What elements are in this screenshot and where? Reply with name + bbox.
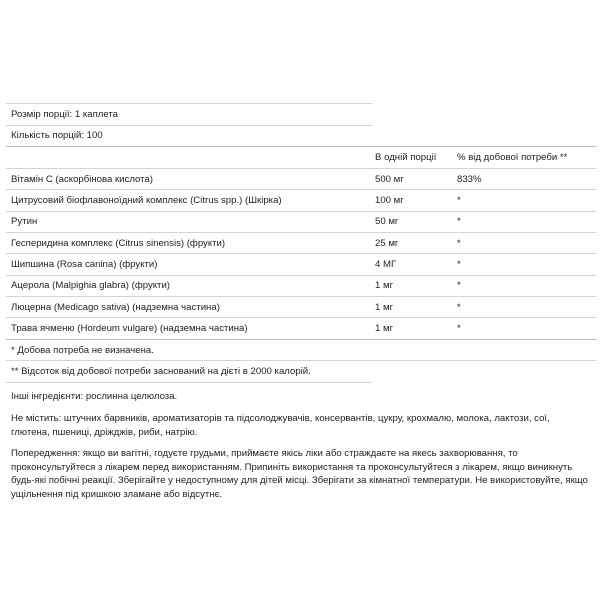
row-name: Ацерола (Malpighia glabra) (фрукти): [11, 280, 170, 291]
row-daily-value: *: [457, 280, 461, 291]
row-name: Трава ячменю (Hordeum vulgare) (надземна частина): [11, 323, 248, 334]
row-divider: [6, 275, 596, 276]
row-name: Рутин: [11, 216, 38, 227]
row-divider: [6, 189, 596, 190]
row-amount: 500 мг: [375, 174, 404, 185]
divider-bottom: [6, 382, 372, 383]
divider-table-bottom: [6, 339, 596, 340]
divider-serving: [6, 125, 372, 126]
row-amount: 1 мг: [375, 323, 394, 334]
free-of-statement: Не містить: штучних барвників, ароматизаторів та підсолоджувачів, консервантів, цукру, крохмалю, молока, лактози, сої, глютена, пшениці, дріжджів, риби, натрію.: [11, 413, 550, 438]
row-daily-value: *: [457, 302, 461, 313]
row-amount: 1 мг: [375, 302, 394, 313]
divider-header-bottom: [6, 168, 596, 169]
row-name: Цитрусовий біофлавоноїдний комплекс (Citrus spp.) (Шкірка): [11, 195, 282, 206]
servings-count: Кількість порцій: 100: [11, 130, 103, 141]
row-daily-value: *: [457, 323, 461, 334]
row-amount: 100 мг: [375, 195, 404, 206]
warning-statement: Попередження: якщо ви вагітні, годуєте грудьми, приймаєте якісь ліки або страждаєте на якесь захворювання, то проконсультуйтеся з лікарем перед використанням. Припиніть використання та проконсультуйтеся з лікарем, якщо виникнуть будь-які побічні реакції. Зберігайте у недоступному для дітей місці. Зберігати за кімнатної температури. Не використовуйте, якщо ущільнення під кришкою зламане або відсутнє.: [11, 448, 588, 500]
divider-footnote: [6, 360, 596, 361]
row-amount: 1 мг: [375, 280, 394, 291]
row-amount: 4 МГ: [375, 259, 397, 270]
row-name: Гесперидина комплекс (Citrus sinensis) (фрукти): [11, 238, 226, 249]
row-amount: 50 мг: [375, 216, 399, 227]
footnote-dv-not-established: * Добова потреба не визначена.: [11, 345, 154, 356]
row-divider: [6, 211, 596, 212]
footnote-dv-basis: ** Відсоток від добової потреби заснований на дієті в 2000 калорій.: [11, 366, 311, 377]
header-amount: В одній порції: [375, 152, 437, 163]
row-daily-value: *: [457, 259, 461, 270]
divider-header-top: [6, 146, 596, 147]
row-name: Шипшина (Rosa canina) (фрукти): [11, 259, 158, 270]
row-name: Люцерна (Medicago sativa) (надземна частина): [11, 302, 220, 313]
divider-top: [6, 103, 372, 104]
row-divider: [6, 253, 596, 254]
serving-size: Розмір порції: 1 каплета: [11, 109, 118, 120]
row-daily-value: *: [457, 238, 461, 249]
row-divider: [6, 317, 596, 318]
row-divider: [6, 296, 596, 297]
other-ingredients: Інші інгредієнти: рослинна целюлоза.: [11, 391, 178, 402]
row-divider: [6, 232, 596, 233]
row-daily-value: *: [457, 216, 461, 227]
row-daily-value: 833%: [457, 174, 482, 185]
header-daily-value: % від добової потреби **: [457, 152, 568, 163]
row-amount: 25 мг: [375, 238, 399, 249]
row-daily-value: *: [457, 195, 461, 206]
row-name: Вітамін С (аскорбінова кислота): [11, 174, 153, 185]
